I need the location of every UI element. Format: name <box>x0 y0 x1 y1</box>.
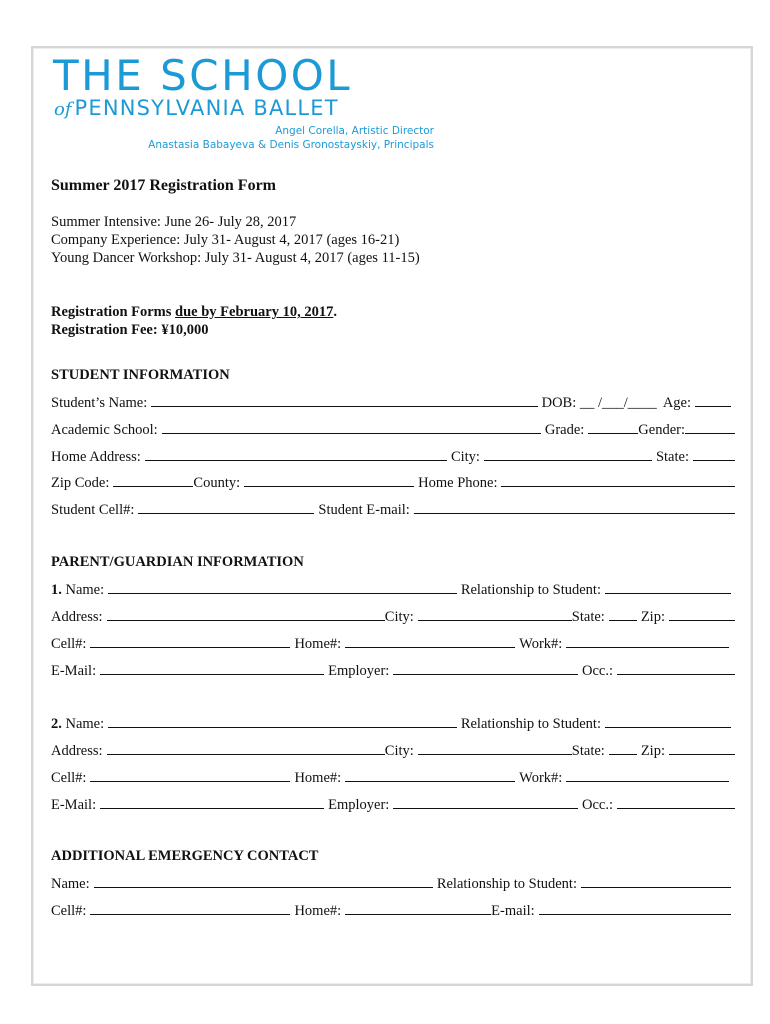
emergency-heading: ADDITIONAL EMERGENCY CONTACT <box>51 848 319 864</box>
parent2-occ-label: Occ.: <box>582 797 613 813</box>
gender-field[interactable] <box>685 420 735 434</box>
grade-label: Grade: <box>544 422 585 438</box>
parent2-email-field[interactable] <box>100 795 324 809</box>
gender-label: Gender: <box>638 422 685 438</box>
parent1-zip-field[interactable] <box>669 607 735 621</box>
parent1-email-row <box>51 661 735 680</box>
dob-label[interactable]: DOB: __ /___/____ <box>541 395 657 411</box>
emergency-cell-field[interactable] <box>90 901 290 915</box>
artistic-director: Angel Corella, Artistic Director <box>275 125 434 137</box>
parent1-occ-label: Occ.: <box>582 663 613 679</box>
emergency-name-field[interactable] <box>94 874 433 888</box>
parent2-name-label <box>51 715 104 733</box>
parent2-name-field[interactable] <box>108 714 457 728</box>
parent2-email-label: E-Mail: <box>51 797 97 813</box>
parent2-state-field[interactable] <box>609 741 637 755</box>
parent2-occ-field[interactable] <box>617 795 735 809</box>
parent1-cell-label: Cell#: <box>51 636 87 652</box>
parent1-name-field[interactable] <box>108 580 457 594</box>
program-company-experience: Company Experience: July 31- August 4, 2017 (ages 16-21) <box>51 232 400 248</box>
parent2-phone-row <box>51 768 735 787</box>
registration-fee: Registration Fee: ¥10,000 <box>51 322 209 338</box>
parent1-work-label: Work#: <box>519 636 563 652</box>
parent2-address-label: Address: <box>51 743 103 759</box>
home-address-field[interactable] <box>145 447 447 461</box>
parent1-home-label: Home#: <box>294 636 342 652</box>
emergency-relationship-label: Relationship to Student: <box>436 876 577 892</box>
parent1-employer-field[interactable] <box>393 661 578 675</box>
parent1-state-field[interactable] <box>609 607 637 621</box>
program-young-dancer: Young Dancer Workshop: July 31- August 4, 2017 (ages 11-15) <box>51 250 420 266</box>
parent1-email-field[interactable] <box>100 661 324 675</box>
student-heading: STUDENT INFORMATION <box>51 367 230 383</box>
student-cell-field[interactable] <box>138 500 314 514</box>
school-label: Academic School: <box>51 422 158 438</box>
parent1-city-label: City: <box>384 609 414 625</box>
address-row <box>51 447 735 466</box>
parent1-email-label: E-Mail: <box>51 663 97 679</box>
parent1-name-text: Name: <box>61 582 105 598</box>
age-label: Age: <box>662 395 691 411</box>
parent1-address-row <box>51 607 735 626</box>
emergency-email-field[interactable] <box>539 901 731 915</box>
city-field[interactable] <box>484 447 652 461</box>
parent2-home-field[interactable] <box>345 768 515 782</box>
parent1-zip-label: Zip: <box>640 609 665 625</box>
parent2-cell-field[interactable] <box>90 768 290 782</box>
parent1-cell-field[interactable] <box>90 634 290 648</box>
parent1-employer-label: Employer: <box>328 663 390 679</box>
emergency-home-field[interactable] <box>345 901 491 915</box>
home-phone-field[interactable] <box>501 473 735 487</box>
state-field[interactable] <box>693 447 735 461</box>
parent2-address-field[interactable] <box>107 741 385 755</box>
home-phone-label: Home Phone: <box>418 475 498 491</box>
parent2-zip-label: Zip: <box>640 743 665 759</box>
logo-name: PENNSYLVANIA BALLET <box>74 96 339 120</box>
parent2-relationship-label: Relationship to Student: <box>460 716 601 732</box>
cell-row <box>51 500 735 519</box>
parent2-employer-field[interactable] <box>393 795 578 809</box>
grade-field[interactable] <box>588 420 638 434</box>
zip-label: Zip Code: <box>51 475 110 491</box>
school-logo-subtitle <box>54 96 339 122</box>
county-label: County: <box>193 475 241 491</box>
parent2-work-label: Work#: <box>519 770 563 786</box>
due-underlined: due by February 10, 2017 <box>175 304 334 320</box>
parent1-name-label <box>51 581 104 599</box>
parent2-cell-label: Cell#: <box>51 770 87 786</box>
parent2-address-row <box>51 741 735 760</box>
program-summer-intensive: Summer Intensive: June 26- July 28, 2017 <box>51 214 297 230</box>
student-email-label: Student E-mail: <box>318 502 410 518</box>
parent2-number: 2. <box>51 716 62 732</box>
parent1-relationship-field[interactable] <box>605 580 731 594</box>
parent1-address-label: Address: <box>51 609 103 625</box>
parent2-name-text: Name: <box>61 716 105 732</box>
parent2-zip-field[interactable] <box>669 741 735 755</box>
parent-heading: PARENT/GUARDIAN INFORMATION <box>51 554 304 570</box>
parent2-work-field[interactable] <box>566 768 729 782</box>
student-cell-label: Student Cell#: <box>51 502 135 518</box>
city-label: City: <box>450 449 480 465</box>
parent1-work-field[interactable] <box>566 634 729 648</box>
parent1-occ-field[interactable] <box>617 661 735 675</box>
due-date <box>51 303 337 321</box>
parent2-home-label: Home#: <box>294 770 342 786</box>
logo-of: of <box>54 99 72 120</box>
parent1-name-row <box>51 580 735 599</box>
parent2-relationship-field[interactable] <box>605 714 731 728</box>
emergency-name-label: Name: <box>51 876 90 892</box>
parent1-state-label: State: <box>571 609 605 625</box>
parent1-number: 1. <box>51 582 62 598</box>
parent1-city-field[interactable] <box>418 607 572 621</box>
parent2-city-field[interactable] <box>418 741 572 755</box>
zip-row <box>51 473 735 492</box>
zip-field[interactable] <box>113 473 193 487</box>
student-name-label: Student’s Name: <box>51 395 148 411</box>
student-name-row <box>51 393 735 412</box>
school-logo-title: THE SCHOOL <box>53 51 353 100</box>
due-suffix: . <box>333 304 337 320</box>
principals: Anastasia Babayeva & Denis Gronostayskiy, Principals <box>148 139 434 151</box>
parent2-city-label: City: <box>384 743 414 759</box>
emergency-cell-label: Cell#: <box>51 903 87 919</box>
emergency-relationship-field[interactable] <box>581 874 731 888</box>
student-email-field[interactable] <box>414 500 735 514</box>
emergency-home-label: Home#: <box>294 903 342 919</box>
form-title: Summer 2017 Registration Form <box>51 177 276 194</box>
parent1-address-field[interactable] <box>107 607 385 621</box>
due-prefix: Registration Forms <box>51 304 176 320</box>
emergency-name-row <box>51 874 735 893</box>
home-address-label: Home Address: <box>51 449 141 465</box>
emergency-email-label: E-mail: <box>491 903 535 919</box>
age-field[interactable] <box>695 393 731 407</box>
student-name-field[interactable] <box>151 393 537 407</box>
parent1-phone-row <box>51 634 735 653</box>
parent1-home-field[interactable] <box>345 634 515 648</box>
parent1-relationship-label: Relationship to Student: <box>460 582 601 598</box>
parent2-name-row <box>51 714 735 733</box>
school-row <box>51 420 735 439</box>
parent2-state-label: State: <box>571 743 605 759</box>
school-field[interactable] <box>162 420 541 434</box>
state-label: State: <box>655 449 689 465</box>
parent2-employer-label: Employer: <box>328 797 390 813</box>
county-field[interactable] <box>244 473 414 487</box>
emergency-phone-row <box>51 901 735 920</box>
parent2-email-row <box>51 795 735 814</box>
